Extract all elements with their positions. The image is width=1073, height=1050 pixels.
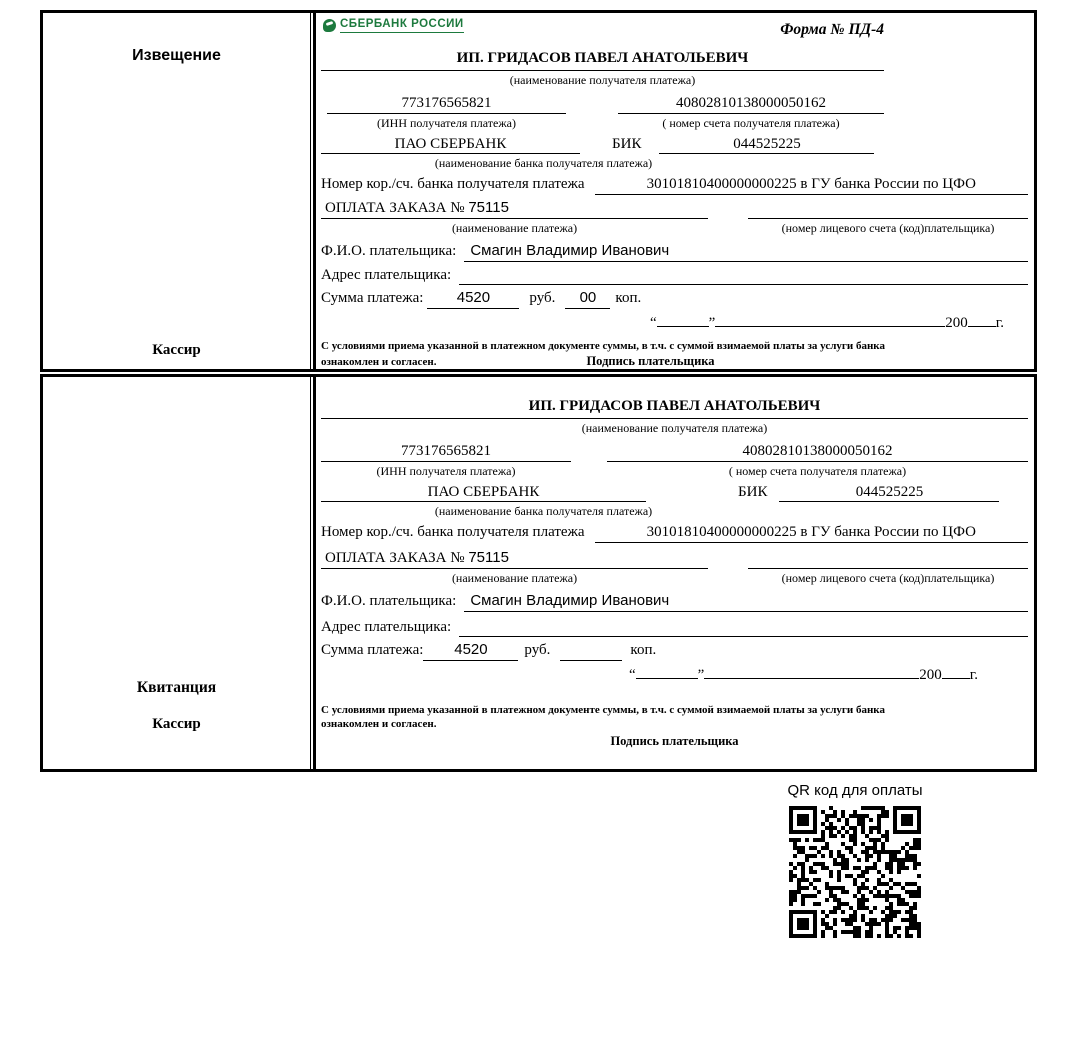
terms-line1: С условиями приема указанной в платежном документе суммы, в т.ч. с суммой взимаемой платы за услуги банка bbox=[321, 703, 885, 716]
notice-left-column bbox=[43, 13, 311, 369]
signature-label: Подпись плательщика bbox=[586, 354, 715, 369]
bik-value: 044525225 bbox=[659, 135, 874, 155]
day-blank bbox=[657, 326, 709, 327]
year-blank bbox=[968, 326, 996, 327]
address-label: Адрес плательщика: bbox=[321, 618, 452, 635]
quote-close: ” bbox=[708, 315, 716, 331]
inn-account-row bbox=[321, 442, 1028, 462]
payer-name-text: Смагин Владимир Иванович bbox=[470, 591, 670, 609]
korr-value: 30101810400000000225 в ГУ банка России по ЦФО bbox=[595, 175, 1028, 195]
recipient-caption: (наименование получателя платежа) bbox=[509, 72, 696, 87]
quote-close: ” bbox=[697, 667, 705, 683]
qr-block bbox=[745, 782, 965, 938]
bank-bik-row bbox=[321, 483, 1028, 503]
payer-address-blank bbox=[459, 266, 1028, 286]
recipient-caption: (наименование получателя платежа) bbox=[581, 420, 768, 435]
notice-section bbox=[40, 10, 1037, 372]
recipient-name: ИП. ГРИДАСОВ ПАВЕЛ АНАТОЛЬЕВИЧ bbox=[321, 397, 1028, 419]
inn-caption: (ИНН получателя платежа) bbox=[377, 115, 516, 130]
payment-name bbox=[321, 199, 708, 219]
sberbank-logo-text: СБЕРБАНК РОССИИ bbox=[340, 17, 464, 33]
year-prefix: 200 bbox=[945, 315, 968, 331]
bik-label: БИК bbox=[612, 135, 642, 152]
month-blank bbox=[715, 326, 945, 327]
inn-account-captions bbox=[321, 116, 1028, 131]
signature-label: Подпись плательщика bbox=[610, 734, 739, 749]
personal-account-caption: (номер лицевого счета (код)плательщика) bbox=[781, 220, 995, 235]
payment-caption: (наименование платежа) bbox=[451, 570, 578, 585]
bik-value: 044525225 bbox=[779, 483, 999, 503]
order-number: 75115 bbox=[468, 549, 509, 566]
payer-address-row bbox=[321, 618, 1028, 638]
payment-qr-code bbox=[789, 806, 921, 938]
korr-label: Номер кор./сч. банка получателя платежа bbox=[321, 176, 585, 193]
bank-bik-row bbox=[321, 135, 1028, 155]
sberbank-logo bbox=[321, 17, 464, 33]
recipient-name: ИП. ГРИДАСОВ ПАВЕЛ АНАТОЛЬЕВИЧ bbox=[321, 49, 884, 71]
sum-label: Сумма платежа: bbox=[321, 290, 424, 307]
fio-label: Ф.И.О. плательщика: bbox=[321, 592, 457, 609]
day-blank bbox=[636, 678, 698, 679]
amount-row bbox=[321, 641, 1028, 661]
qr-label: QR код для оплаты bbox=[787, 782, 923, 799]
payer-name-text: Смагин Владимир Иванович bbox=[470, 241, 670, 259]
receipt-form-body bbox=[313, 377, 1034, 769]
inn-value: 773176565821 bbox=[321, 442, 571, 462]
terms-text bbox=[321, 703, 1028, 750]
receipt-title: Квитанция bbox=[136, 679, 217, 696]
rub-label: руб. bbox=[529, 290, 556, 307]
payment-name bbox=[321, 549, 708, 569]
receipt-cashier-label: Кассир bbox=[152, 716, 201, 732]
inn-value: 773176565821 bbox=[327, 94, 566, 114]
month-blank bbox=[704, 678, 919, 679]
sum-label: Сумма платежа: bbox=[321, 642, 424, 659]
korr-account-row bbox=[321, 175, 1028, 195]
account-value: 40802810138000050162 bbox=[607, 442, 1028, 462]
account-caption: ( номер счета получателя платежа) bbox=[728, 463, 907, 478]
payer-name-row bbox=[321, 592, 1028, 612]
amount-row bbox=[321, 289, 1028, 309]
payer-name-value bbox=[464, 592, 1028, 612]
payment-name-prefix: ОПЛАТА ЗАКАЗА № bbox=[325, 200, 465, 216]
amount-rub-value: 4520 bbox=[427, 289, 519, 309]
notice-title: Извещение bbox=[132, 47, 221, 64]
quote-open: “ bbox=[649, 315, 657, 331]
bank-name-value: ПАО СБЕРБАНК bbox=[321, 483, 646, 503]
rub-label: руб. bbox=[524, 642, 551, 659]
payment-captions-row bbox=[321, 221, 1028, 236]
receipt-section bbox=[40, 374, 1037, 772]
year-suffix: г. bbox=[969, 667, 978, 683]
payment-captions-row bbox=[321, 571, 1028, 586]
payment-name-row bbox=[321, 199, 1028, 219]
quote-open: “ bbox=[628, 667, 636, 683]
account-value: 40802810138000050162 bbox=[618, 94, 884, 114]
korr-label: Номер кор./сч. банка получателя платежа bbox=[321, 524, 585, 541]
account-caption: ( номер счета получателя платежа) bbox=[662, 115, 840, 130]
bank-caption: (наименование банка получателя платежа) bbox=[434, 156, 653, 171]
fio-label: Ф.И.О. плательщика: bbox=[321, 242, 457, 259]
personal-account-blank bbox=[748, 549, 1028, 569]
payer-address-blank bbox=[459, 618, 1028, 638]
inn-account-captions bbox=[321, 464, 1028, 479]
korr-account-row bbox=[321, 523, 1028, 543]
amount-rub-value: 4520 bbox=[423, 641, 518, 661]
year-prefix: 200 bbox=[919, 667, 942, 683]
notice-form-body bbox=[313, 13, 1034, 369]
sberbank-emblem-icon bbox=[323, 19, 336, 32]
address-label: Адрес плательщика: bbox=[321, 266, 452, 283]
year-suffix: г. bbox=[995, 315, 1004, 331]
date-row bbox=[321, 666, 978, 685]
terms-text bbox=[321, 339, 1028, 369]
date-row bbox=[321, 314, 1004, 333]
terms-line2: ознакомлен и согласен. bbox=[321, 718, 437, 731]
amount-kop-value bbox=[560, 641, 622, 661]
receipt-left-column bbox=[43, 377, 311, 769]
korr-value: 30101810400000000225 в ГУ банка России по ЦФО bbox=[595, 523, 1028, 543]
terms-line2-row bbox=[321, 353, 1028, 369]
bank-name-value: ПАО СБЕРБАНК bbox=[321, 135, 580, 155]
notice-cashier-label: Кассир bbox=[152, 342, 201, 358]
payer-address-row bbox=[321, 266, 1028, 286]
year-blank bbox=[942, 678, 970, 679]
kop-label: коп. bbox=[615, 290, 642, 307]
inn-caption: (ИНН получателя платежа) bbox=[376, 463, 516, 478]
payment-name-row bbox=[321, 549, 1028, 569]
payment-name-prefix: ОПЛАТА ЗАКАЗА № bbox=[325, 550, 465, 566]
payer-name-row bbox=[321, 242, 1028, 262]
personal-account-caption: (номер лицевого счета (код)плательщика) bbox=[781, 570, 995, 585]
bik-label: БИК bbox=[738, 483, 768, 500]
bank-caption: (наименование банка получателя платежа) bbox=[434, 504, 653, 519]
amount-kop-value: 00 bbox=[565, 289, 610, 309]
kop-label: коп. bbox=[630, 642, 657, 659]
terms-line1: С условиями приема указанной в платежном документе суммы, в т.ч. с суммой взимаемой платы за услуги банка bbox=[321, 339, 885, 352]
form-number: Форма № ПД-4 bbox=[780, 21, 884, 38]
order-number: 75115 bbox=[468, 199, 509, 216]
notice-header-row bbox=[321, 17, 884, 49]
payer-name-value bbox=[464, 242, 1028, 262]
payment-caption: (наименование платежа) bbox=[451, 220, 578, 235]
inn-account-row bbox=[321, 94, 1028, 114]
terms-line2: ознакомлен и согласен. bbox=[321, 356, 437, 369]
personal-account-blank bbox=[748, 199, 1028, 219]
